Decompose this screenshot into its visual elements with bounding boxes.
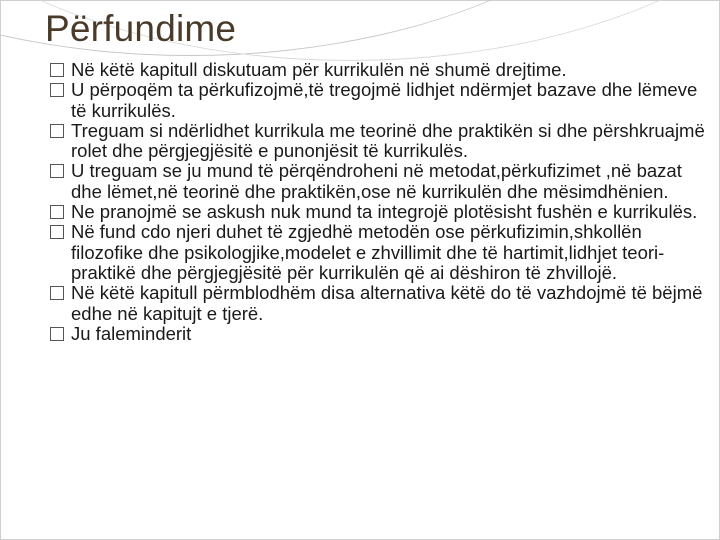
bullet-box-icon [50, 327, 64, 341]
bullet-box-icon [50, 225, 64, 239]
bullet-item [50, 283, 710, 324]
bullet-text: U treguam se ju mund të përqëndroheni në metodat,përkufizimet ,në bazat dhe lëmet,në teorinë dhe praktikën,ose në kurrikulën dhe mësimdhënien. [71, 160, 682, 202]
slide-title: Përfundime [45, 8, 237, 49]
bullet-text: Në fund cdo njeri duhet të zgjedhë metodën ose përkufizimin,shkollën filozofike dhe psikologjike,modelet e zhvillimit dhe të hartimit,lidhjet teori-praktikë dhe përgjegjësitë për kurrikulën që ai dëshiron të zhvillojë. [71, 221, 665, 283]
bullet-item [50, 222, 710, 283]
bullet-box-icon [50, 124, 64, 138]
bullet-box-icon [50, 164, 64, 178]
bullet-box-icon [50, 83, 64, 97]
bullet-text: Ne pranojmë se askush nuk mund ta integrojë plotësisht fushën e kurrikulës. [71, 201, 698, 223]
bullet-box-icon [50, 205, 64, 219]
bullet-item [50, 60, 710, 80]
bullet-list [50, 60, 710, 344]
bullet-item [50, 80, 710, 121]
bullet-text: Treguam si ndërlidhet kurrikula me teorinë dhe praktikën si dhe përshkruajmë rolet dhe përgjegjësitë e punonjësit të kurrikulës. [71, 119, 705, 162]
bullet-text: U përpoqëm ta përkufizojmë,të tregojmë lidhjet ndërmjet bazave dhe lëmeve të kurrikulës. [71, 79, 698, 121]
bullet-item [50, 324, 710, 344]
bullet-item [50, 161, 710, 202]
bullet-text: Në këtë kapitull diskutuam për kurrikulën në shumë drejtime. [71, 59, 567, 80]
bullet-text: Në këtë kapitull përmblodhëm disa alternativa këtë do të vazhdojmë të bëjmë edhe në kapitujt e tjerë. [71, 282, 703, 324]
bullet-item [50, 202, 710, 222]
bullet-box-icon [50, 286, 64, 300]
bullet-box-icon [50, 63, 64, 77]
bullet-text: Ju faleminderit [71, 322, 192, 344]
bullet-item [50, 121, 710, 162]
